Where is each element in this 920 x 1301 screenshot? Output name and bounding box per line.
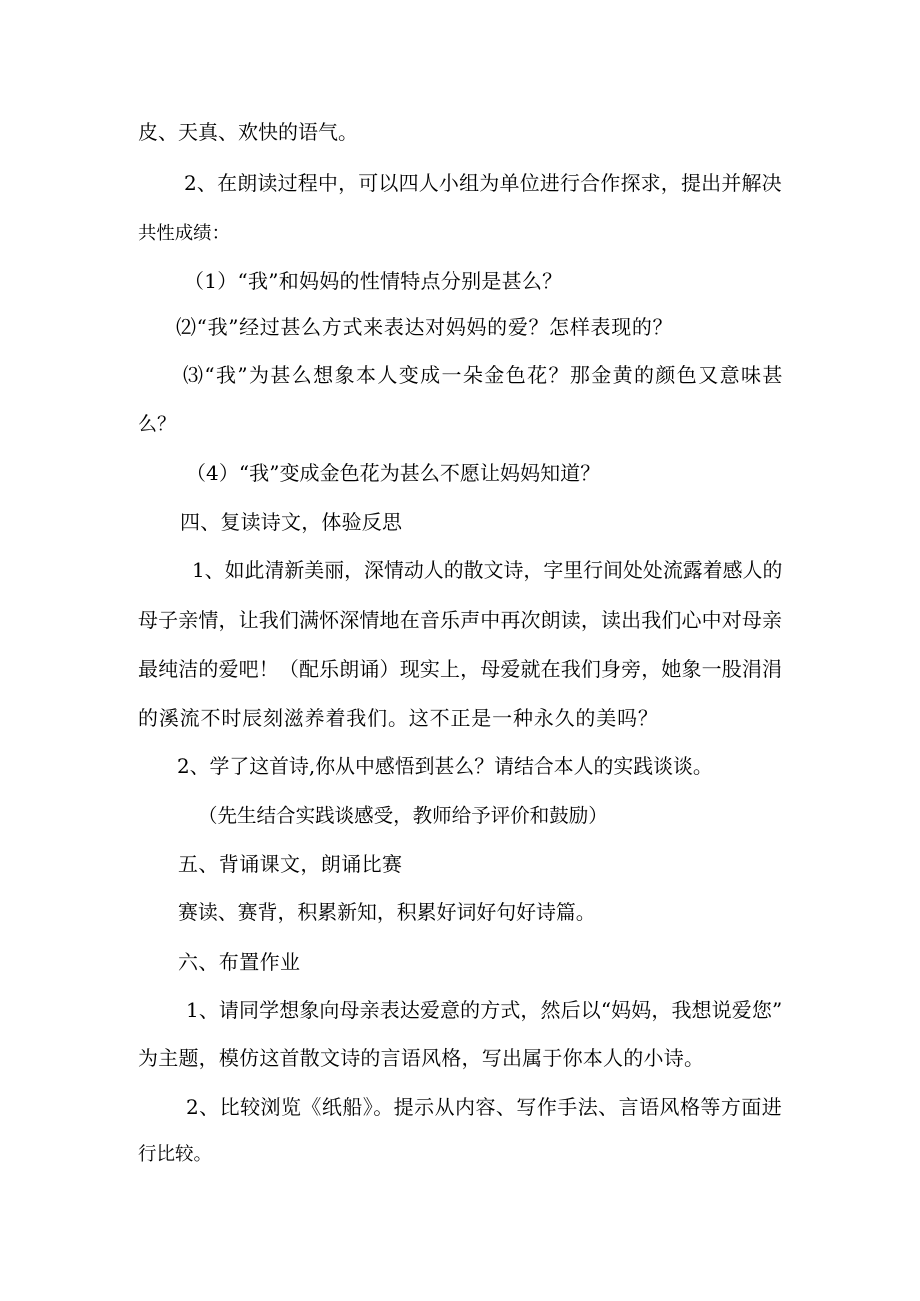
text-line: （4）“我”变成金色花为甚么不愿让妈妈知道？ (186, 461, 601, 485)
text-line: 赛读、赛背，积累新知，积累好词好句好诗篇。 (178, 901, 596, 924)
text-line: 的溪流不时辰刻滋养着我们。这不正是一种永久的美吗？ (138, 706, 659, 730)
text-line: ⑵“我”经过甚么方式来表达对妈妈的爱？怎样表现的？ (176, 315, 674, 339)
text-line: 共性成绩： (138, 223, 230, 244)
text-line: 皮、天真、欢快的语气。 (138, 120, 358, 144)
section-heading: 六、布置作业 (178, 950, 301, 974)
section-heading: 五、背诵课文，朗诵比赛 (178, 852, 403, 876)
text-line: （1）“我”和妈妈的性情特点分别是甚么？ (184, 269, 563, 293)
text-line: 1、如此清新美丽，深情动人的散文诗，字里行间处处流露着感人的 (192, 559, 783, 582)
text-line: 最纯洁的爱吧！（配乐朗诵）现实上，母爱就在我们身旁，她象一股涓涓 (138, 657, 783, 681)
text-line: 2、学了这首诗,你从中感悟到甚么？请结合本人的实践谈谈。 (177, 755, 713, 778)
text-line: 母子亲情，让我们满怀深情地在音乐声中再次朗读，读出我们心中对母亲 (138, 608, 783, 632)
text-line: ⑶“我”为甚么想象本人变成一朵金色花？那金黄的颜色又意味甚 (183, 363, 784, 387)
text-line: 为主题，模仿这首散文诗的言语风格，写出属于你本人的小诗。 (138, 1046, 705, 1070)
section-heading: 四、复读诗文，体验反思 (180, 510, 403, 534)
text-line: 2、在朗读过程中，可以四人小组为单位进行合作探求，提出并解决 (184, 171, 782, 195)
text-line: 1、请同学想象向母亲表达爱意的方式，然后以“妈妈，我想说爱您” (186, 998, 783, 1022)
text-line: 么？ (138, 413, 177, 435)
text-line: 2、比较浏览《纸船》。提示从内容、写作手法、言语风格等方面进 (186, 1095, 783, 1119)
text-line: （先生结合实践谈感受，教师给予评价和鼓励） (198, 804, 608, 827)
text-line: 行比较。 (138, 1144, 213, 1165)
